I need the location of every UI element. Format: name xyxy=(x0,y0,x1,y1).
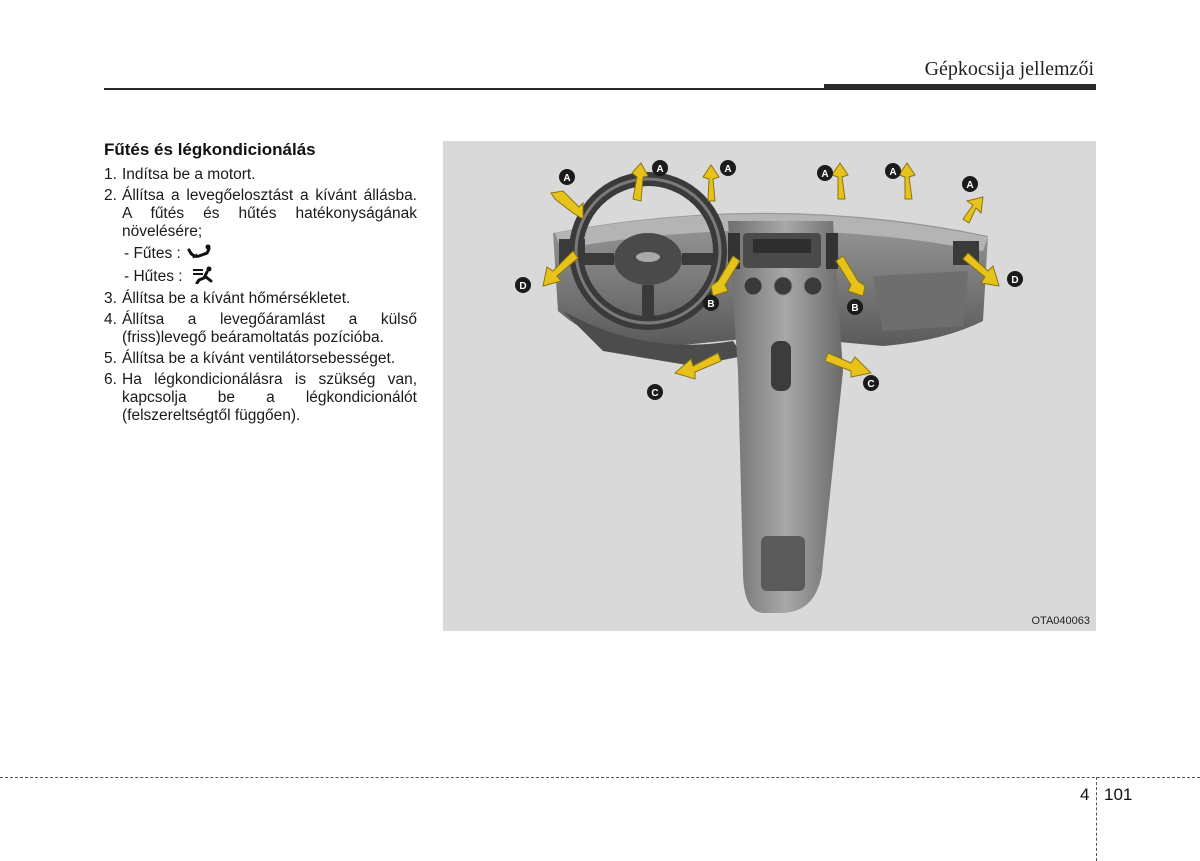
vent-label-c xyxy=(863,375,879,391)
climate-knob-left xyxy=(744,277,762,295)
vent-label-d xyxy=(1007,271,1023,287)
vent-right-center xyxy=(826,233,838,269)
list-item xyxy=(104,166,417,184)
chapter-number: 4 xyxy=(1080,785,1090,804)
section-title: Fűtés és légkondicionálás xyxy=(104,140,316,159)
step-number: 6. xyxy=(104,371,117,388)
svg-text:A: A xyxy=(724,164,732,175)
step-text: Állítsa be a kívánt ventilátorsebességet. xyxy=(122,350,396,367)
svg-text:A: A xyxy=(563,173,571,184)
heating-mode-item xyxy=(124,244,417,264)
arrow-a-3 xyxy=(703,165,719,201)
svg-text:C: C xyxy=(651,388,659,399)
svg-text:A: A xyxy=(966,180,974,191)
vent-label-b xyxy=(703,295,719,311)
footer-divider xyxy=(0,777,1200,778)
page-number: 101 xyxy=(1104,785,1133,804)
climate-knob-right xyxy=(804,277,822,295)
vent-label-b xyxy=(847,299,863,315)
arrow-a-1 xyxy=(551,191,583,219)
heating-mode-label: - Fűtes : xyxy=(124,245,181,262)
header-rule xyxy=(104,88,824,90)
instruction-list xyxy=(104,166,417,428)
cooling-mode-item xyxy=(124,267,417,287)
svg-text:A: A xyxy=(889,167,897,178)
step-text: Állítsa a levegőáramlást a külső (friss)levegő beáramoltatás pozícióba. xyxy=(122,311,417,346)
list-item xyxy=(104,350,417,368)
dashboard-illustration xyxy=(443,141,1096,631)
arrow-a-4 xyxy=(832,163,848,199)
vent-label-c xyxy=(647,384,663,400)
svg-text:A: A xyxy=(821,169,829,180)
footer-vertical-divider xyxy=(1096,777,1097,861)
svg-text:B: B xyxy=(707,299,715,310)
glovebox xyxy=(873,271,968,331)
vent-label-d xyxy=(515,277,531,293)
dashboard-airflow-figure xyxy=(443,141,1096,631)
cupholder xyxy=(761,536,805,591)
list-item xyxy=(104,371,417,425)
vent-label-a xyxy=(559,169,575,185)
svg-text:B: B xyxy=(851,303,859,314)
vent-label-a xyxy=(962,176,978,192)
step-number: 4. xyxy=(104,311,117,328)
figure-code: OTA040063 xyxy=(1031,615,1090,627)
svg-text:A: A xyxy=(656,164,664,175)
arrow-a-6 xyxy=(963,197,983,223)
step-number: 3. xyxy=(104,290,117,307)
step-number: 2. xyxy=(104,187,117,204)
vent-label-a xyxy=(885,163,901,179)
vent-label-a xyxy=(652,160,668,176)
step-text: Ha légkondicionálásra is szükség van, kapcsolja be a légkondicionálót (felszereltségtől függően). xyxy=(122,371,417,424)
step-text: Indítsa be a motort. xyxy=(122,166,256,183)
svg-text:C: C xyxy=(867,379,875,390)
vent-label-a xyxy=(720,160,736,176)
step-text: Állítsa a levegőelosztást a kívánt állásba. A fűtés és hűtés hatékonyságának növelésére; xyxy=(122,187,417,240)
step-number: 5. xyxy=(104,350,117,367)
svg-text:D: D xyxy=(1011,275,1019,286)
svg-text:D: D xyxy=(519,281,527,292)
header-rule-accent xyxy=(824,84,1096,90)
step-number: 1. xyxy=(104,166,117,183)
step-text: Állítsa be a kívánt hőmérsékletet. xyxy=(122,290,351,307)
face-vent-icon xyxy=(189,266,215,289)
chapter-header-title: Gépkocsija jellemzői xyxy=(924,58,1094,80)
list-item xyxy=(104,311,417,347)
vent-label-a xyxy=(817,165,833,181)
climate-knob-center xyxy=(774,277,792,295)
list-item xyxy=(104,290,417,308)
arrow-a-5 xyxy=(899,163,915,199)
floor-vent-icon xyxy=(187,244,213,265)
list-item xyxy=(104,187,417,241)
cooling-mode-label: - Hűtes : xyxy=(124,268,183,285)
gear-shifter xyxy=(771,341,791,391)
